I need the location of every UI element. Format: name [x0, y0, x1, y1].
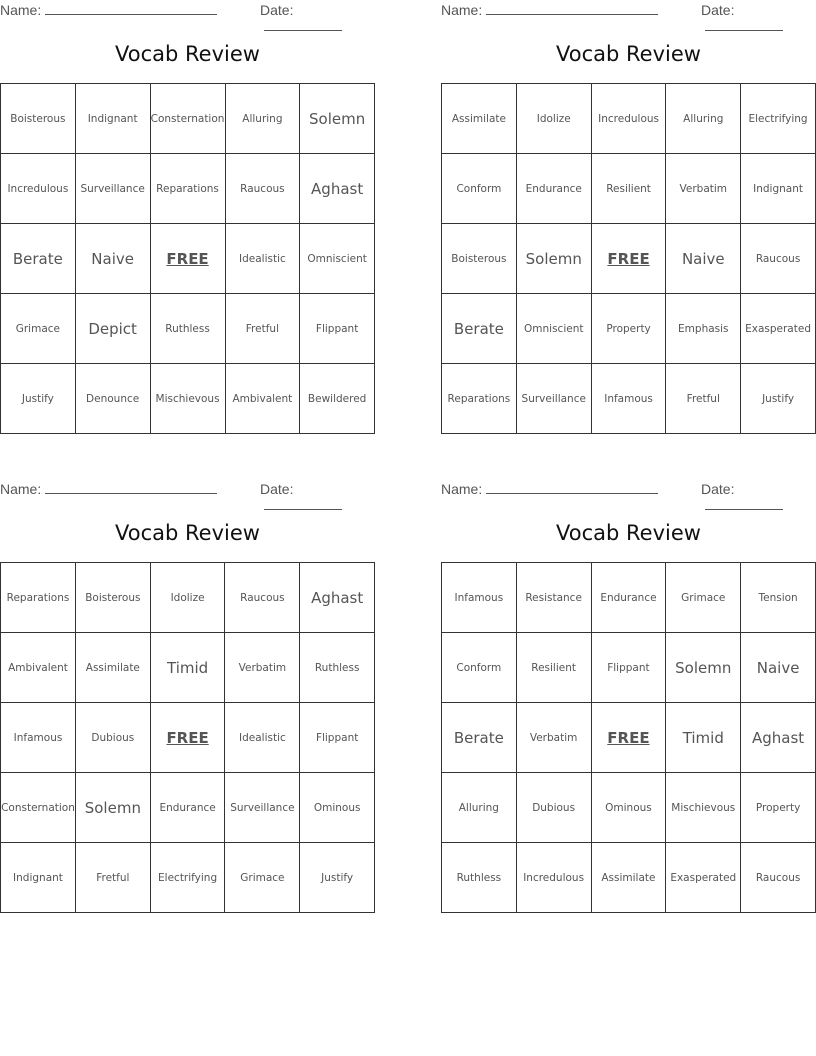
vocab-cell: Electrifying	[741, 84, 816, 154]
date-blank-line[interactable]	[705, 18, 783, 31]
vocab-cell: Omniscient	[516, 294, 591, 364]
vocab-cell: Resilient	[516, 633, 591, 703]
vocab-cell: Justify	[741, 364, 816, 434]
vocab-cell: Aghast	[741, 703, 816, 773]
grid-row	[1, 84, 375, 154]
vocab-cell: Incredulous	[516, 843, 591, 913]
vocab-cell: Solemn	[516, 224, 591, 294]
vocab-cell: Aghast	[300, 154, 375, 224]
vocab-cell: Fretful	[225, 294, 300, 364]
date-label: Date:	[701, 2, 735, 18]
vocab-cell: Verbatim	[516, 703, 591, 773]
vocab-cell: Ominous	[300, 773, 375, 843]
vocab-cell: Verbatim	[225, 633, 300, 703]
grid-row	[442, 703, 816, 773]
vocab-cell: Endurance	[150, 773, 225, 843]
card-header	[441, 479, 816, 501]
vocab-cell: Aghast	[300, 563, 375, 633]
bingo-grid	[441, 562, 816, 913]
vocab-cell: Solemn	[666, 633, 741, 703]
vocab-cell: Electrifying	[150, 843, 225, 913]
vocab-cell: Ominous	[591, 773, 666, 843]
date-field	[701, 2, 816, 34]
card-header	[0, 479, 375, 501]
vocab-cell: Denounce	[75, 364, 150, 434]
vocab-cell: Berate	[1, 224, 76, 294]
free-space: FREE	[591, 703, 666, 773]
name-label: Name:	[441, 2, 483, 18]
grid-row	[442, 84, 816, 154]
vocab-cell: Idealistic	[225, 224, 300, 294]
grid-row	[442, 633, 816, 703]
vocab-cell: Alluring	[442, 773, 517, 843]
grid-row	[442, 843, 816, 913]
vocab-cell: Dubious	[516, 773, 591, 843]
grid-row	[1, 154, 375, 224]
vocab-cell: Boisterous	[1, 84, 76, 154]
name-field	[0, 481, 217, 497]
vocab-cell: Surveillance	[225, 773, 300, 843]
free-space: FREE	[591, 224, 666, 294]
vocab-cell: Berate	[442, 703, 517, 773]
vocab-cell: Flippant	[591, 633, 666, 703]
vocab-cell: Fretful	[666, 364, 741, 434]
vocab-cell: Exasperated	[741, 294, 816, 364]
vocab-cell: Ruthless	[150, 294, 225, 364]
vocab-cell: Justify	[1, 364, 76, 434]
vocab-cell: Raucous	[741, 843, 816, 913]
date-field	[260, 481, 375, 513]
name-label: Name:	[0, 481, 42, 497]
date-blank-line[interactable]	[264, 497, 342, 510]
grid-row	[1, 633, 375, 703]
grid-row	[1, 773, 375, 843]
vocab-cell: Flippant	[300, 294, 375, 364]
vocab-cell: Mischievous	[666, 773, 741, 843]
vocab-cell: Property	[741, 773, 816, 843]
vocab-cell: Naive	[75, 224, 150, 294]
vocab-cell: Resistance	[516, 563, 591, 633]
vocab-cell: Endurance	[591, 563, 666, 633]
vocab-cell: Tension	[741, 563, 816, 633]
vocab-cell: Consternation	[1, 773, 76, 843]
vocab-cell: Depict	[75, 294, 150, 364]
date-blank-line[interactable]	[264, 18, 342, 31]
vocab-cell: Grimace	[666, 563, 741, 633]
vocab-cell: Solemn	[300, 84, 375, 154]
date-label: Date:	[260, 481, 294, 497]
vocab-cell: Fretful	[75, 843, 150, 913]
bingo-grid	[0, 83, 375, 434]
vocab-cell: Verbatim	[666, 154, 741, 224]
vocab-cell: Infamous	[442, 563, 517, 633]
bingo-grid	[441, 83, 816, 434]
vocab-cell: Naive	[741, 633, 816, 703]
vocab-cell: Conform	[442, 154, 517, 224]
vocab-cell: Property	[591, 294, 666, 364]
vocab-cell: Infamous	[591, 364, 666, 434]
vocab-cell: Ruthless	[442, 843, 517, 913]
grid-row	[1, 843, 375, 913]
vocab-cell: Raucous	[225, 154, 300, 224]
vocab-cell: Reparations	[442, 364, 517, 434]
vocab-cell: Raucous	[741, 224, 816, 294]
vocab-cell: Emphasis	[666, 294, 741, 364]
vocab-cell: Naive	[666, 224, 741, 294]
card-header	[441, 0, 816, 22]
date-field	[260, 2, 375, 34]
name-blank-line[interactable]	[486, 481, 658, 494]
vocab-cell: Alluring	[225, 84, 300, 154]
vocab-cell: Timid	[150, 633, 225, 703]
vocab-cell: Solemn	[75, 773, 150, 843]
grid-row	[442, 563, 816, 633]
vocab-cell: Berate	[442, 294, 517, 364]
vocab-cell: Reparations	[150, 154, 225, 224]
vocab-cell: Indignant	[741, 154, 816, 224]
grid-row	[1, 364, 375, 434]
name-blank-line[interactable]	[45, 2, 217, 15]
vocab-cell: Assimilate	[75, 633, 150, 703]
vocab-cell: Raucous	[225, 563, 300, 633]
card-title: Vocab Review	[556, 521, 701, 545]
vocab-cell: Assimilate	[442, 84, 517, 154]
vocab-cell: Ruthless	[300, 633, 375, 703]
vocab-cell: Surveillance	[516, 364, 591, 434]
vocab-cell: Boisterous	[442, 224, 517, 294]
name-blank-line[interactable]	[486, 2, 658, 15]
vocab-cell: Incredulous	[1, 154, 76, 224]
grid-row	[1, 224, 375, 294]
vocab-cell: Consternation	[150, 84, 225, 154]
vocab-cell: Indignant	[1, 843, 76, 913]
vocab-cell: Assimilate	[591, 843, 666, 913]
vocab-cell: Incredulous	[591, 84, 666, 154]
grid-row	[442, 154, 816, 224]
vocab-cell: Ambivalent	[1, 633, 76, 703]
bingo-card	[441, 0, 816, 405]
free-space: FREE	[150, 224, 225, 294]
vocab-cell: Timid	[666, 703, 741, 773]
vocab-cell: Infamous	[1, 703, 76, 773]
vocab-cell: Grimace	[225, 843, 300, 913]
vocab-cell: Surveillance	[75, 154, 150, 224]
vocab-cell: Omniscient	[300, 224, 375, 294]
vocab-cell: Alluring	[666, 84, 741, 154]
vocab-cell: Dubious	[75, 703, 150, 773]
vocab-cell: Bewildered	[300, 364, 375, 434]
vocab-cell: Indignant	[75, 84, 150, 154]
grid-row	[1, 294, 375, 364]
vocab-cell: Exasperated	[666, 843, 741, 913]
card-title: Vocab Review	[115, 521, 260, 545]
card-title: Vocab Review	[115, 42, 260, 66]
bingo-card	[0, 0, 375, 405]
name-blank-line[interactable]	[45, 481, 217, 494]
vocab-cell: Flippant	[300, 703, 375, 773]
grid-row	[1, 563, 375, 633]
vocab-cell: Mischievous	[150, 364, 225, 434]
vocab-cell: Endurance	[516, 154, 591, 224]
card-header	[0, 0, 375, 22]
name-field	[441, 2, 658, 18]
vocab-cell: Idealistic	[225, 703, 300, 773]
date-label: Date:	[260, 2, 294, 18]
name-field	[0, 2, 217, 18]
name-label: Name:	[0, 2, 42, 18]
date-field	[701, 481, 816, 513]
vocab-cell: Resilient	[591, 154, 666, 224]
bingo-card	[441, 479, 816, 884]
name-field	[441, 481, 658, 497]
card-title: Vocab Review	[556, 42, 701, 66]
date-blank-line[interactable]	[705, 497, 783, 510]
vocab-cell: Boisterous	[75, 563, 150, 633]
vocab-cell: Justify	[300, 843, 375, 913]
free-space: FREE	[150, 703, 225, 773]
vocab-cell: Idolize	[516, 84, 591, 154]
vocab-cell: Ambivalent	[225, 364, 300, 434]
bingo-card	[0, 479, 375, 884]
grid-row	[442, 224, 816, 294]
vocab-cell: Grimace	[1, 294, 76, 364]
bingo-grid	[0, 562, 375, 913]
grid-row	[442, 294, 816, 364]
grid-row	[1, 703, 375, 773]
vocab-cell: Idolize	[150, 563, 225, 633]
date-label: Date:	[701, 481, 735, 497]
vocab-cell: Conform	[442, 633, 517, 703]
grid-row	[442, 773, 816, 843]
grid-row	[442, 364, 816, 434]
vocab-cell: Reparations	[1, 563, 76, 633]
name-label: Name:	[441, 481, 483, 497]
